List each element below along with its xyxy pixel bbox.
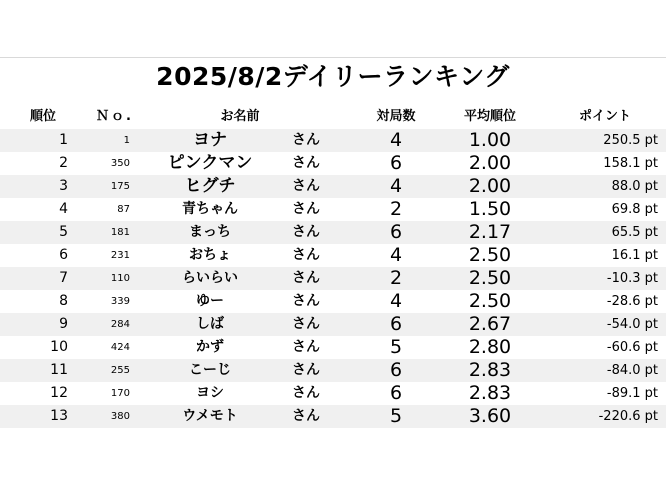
honorific-cell: さん bbox=[292, 408, 320, 424]
games-cell: 2 bbox=[389, 267, 403, 289]
average-rank-cell: 1.00 bbox=[468, 129, 512, 151]
average-rank-cell: 3.60 bbox=[468, 405, 512, 427]
player-name-cell: こーじ bbox=[189, 362, 231, 378]
header-rank: 順位 bbox=[30, 109, 57, 124]
player-name-cell: おちょ bbox=[189, 247, 231, 263]
rank-cell: 10 bbox=[50, 339, 68, 355]
table-row bbox=[0, 221, 666, 244]
points-cell: 69.8 pt bbox=[611, 202, 658, 217]
rank-cell: 8 bbox=[59, 293, 68, 309]
player-name-cell: ピンクマン bbox=[167, 153, 253, 173]
honorific-cell: さん bbox=[292, 178, 320, 194]
rank-cell: 9 bbox=[59, 316, 68, 332]
player-name-cell: ゆー bbox=[196, 293, 224, 309]
member-no-cell: 1 bbox=[123, 135, 130, 146]
header-games: 対局数 bbox=[376, 109, 416, 124]
player-name-cell: かず bbox=[196, 339, 224, 355]
player-name-cell: ヨナ bbox=[193, 130, 227, 150]
honorific-cell: さん bbox=[292, 362, 320, 378]
player-name-cell: らいらい bbox=[182, 270, 238, 286]
member-no-cell: 110 bbox=[110, 273, 130, 284]
average-rank-cell: 2.00 bbox=[468, 152, 512, 174]
games-cell: 6 bbox=[389, 359, 403, 381]
table-header bbox=[0, 105, 666, 128]
rank-cell: 1 bbox=[59, 132, 68, 148]
player-name-cell: しば bbox=[196, 316, 224, 332]
games-cell: 4 bbox=[389, 244, 403, 266]
header-points: ポイント bbox=[578, 109, 631, 124]
games-cell: 6 bbox=[389, 313, 403, 335]
honorific-cell: さん bbox=[292, 247, 320, 263]
table-row bbox=[0, 336, 666, 359]
points-cell: -89.1 pt bbox=[606, 386, 658, 401]
games-cell: 5 bbox=[389, 336, 403, 358]
member-no-cell: 424 bbox=[110, 342, 130, 353]
member-no-cell: 380 bbox=[110, 411, 130, 422]
rank-cell: 6 bbox=[59, 247, 68, 263]
rank-cell: 3 bbox=[59, 178, 68, 194]
table-row bbox=[0, 313, 666, 336]
honorific-cell: さん bbox=[292, 316, 320, 332]
member-no-cell: 170 bbox=[110, 388, 130, 399]
player-name-cell: ヨシ bbox=[196, 385, 224, 401]
average-rank-cell: 2.83 bbox=[468, 359, 512, 381]
member-no-cell: 175 bbox=[110, 181, 130, 192]
average-rank-cell: 2.80 bbox=[468, 336, 512, 358]
average-rank-cell: 1.50 bbox=[468, 198, 512, 220]
member-no-cell: 87 bbox=[117, 204, 130, 215]
rank-cell: 13 bbox=[50, 408, 68, 424]
table-row bbox=[0, 129, 666, 152]
player-name-cell: まっち bbox=[189, 224, 231, 240]
games-cell: 5 bbox=[389, 405, 403, 427]
points-cell: 88.0 pt bbox=[611, 179, 658, 194]
honorific-cell: さん bbox=[292, 270, 320, 286]
average-rank-cell: 2.67 bbox=[468, 313, 512, 335]
games-cell: 2 bbox=[389, 198, 403, 220]
games-cell: 4 bbox=[389, 129, 403, 151]
honorific-cell: さん bbox=[292, 293, 320, 309]
honorific-cell: さん bbox=[292, 155, 320, 171]
honorific-cell: さん bbox=[292, 224, 320, 240]
header-name: お名前 bbox=[220, 109, 260, 124]
rank-cell: 11 bbox=[50, 362, 68, 378]
points-cell: 65.5 pt bbox=[611, 225, 658, 240]
average-rank-cell: 2.50 bbox=[468, 244, 512, 266]
rank-cell: 7 bbox=[59, 270, 68, 286]
honorific-cell: さん bbox=[292, 339, 320, 355]
member-no-cell: 255 bbox=[110, 365, 130, 376]
player-name-cell: 青ちゃん bbox=[182, 201, 238, 217]
ranking-title: 2025/8/2デイリーランキング bbox=[156, 62, 510, 91]
average-rank-cell: 2.50 bbox=[468, 267, 512, 289]
sheet-border bbox=[0, 57, 666, 58]
points-cell: -28.6 pt bbox=[606, 294, 658, 309]
rank-cell: 12 bbox=[50, 385, 68, 401]
member-no-cell: 350 bbox=[110, 158, 130, 169]
points-cell: 250.5 pt bbox=[603, 133, 658, 148]
table-row bbox=[0, 290, 666, 313]
rank-cell: 2 bbox=[59, 155, 68, 171]
points-cell: -60.6 pt bbox=[606, 340, 658, 355]
average-rank-cell: 2.50 bbox=[468, 290, 512, 312]
average-rank-cell: 2.00 bbox=[468, 175, 512, 197]
player-name-cell: ウメモト bbox=[182, 408, 238, 424]
table-row bbox=[0, 382, 666, 405]
games-cell: 4 bbox=[389, 290, 403, 312]
header-average-rank: 平均順位 bbox=[463, 109, 516, 124]
header-no: Ｎｏ. bbox=[96, 109, 133, 124]
honorific-cell: さん bbox=[292, 201, 320, 217]
games-cell: 6 bbox=[389, 152, 403, 174]
table-row bbox=[0, 359, 666, 382]
member-no-cell: 181 bbox=[110, 227, 130, 238]
rank-cell: 5 bbox=[59, 224, 68, 240]
points-cell: 16.1 pt bbox=[611, 248, 658, 263]
points-cell: -220.6 pt bbox=[598, 409, 658, 424]
table-row bbox=[0, 267, 666, 290]
honorific-cell: さん bbox=[292, 385, 320, 401]
games-cell: 6 bbox=[389, 221, 403, 243]
table-row bbox=[0, 244, 666, 267]
member-no-cell: 339 bbox=[110, 296, 130, 307]
table-row bbox=[0, 405, 666, 428]
points-cell: -84.0 pt bbox=[606, 363, 658, 378]
games-cell: 4 bbox=[389, 175, 403, 197]
member-no-cell: 231 bbox=[110, 250, 130, 261]
table-row bbox=[0, 198, 666, 221]
player-name-cell: ヒグチ bbox=[184, 176, 236, 196]
rank-cell: 4 bbox=[59, 201, 68, 217]
table-row bbox=[0, 152, 666, 175]
honorific-cell: さん bbox=[292, 132, 320, 148]
average-rank-cell: 2.17 bbox=[468, 221, 512, 243]
points-cell: 158.1 pt bbox=[603, 156, 658, 171]
points-cell: -54.0 pt bbox=[606, 317, 658, 332]
table-row bbox=[0, 175, 666, 198]
games-cell: 6 bbox=[389, 382, 403, 404]
member-no-cell: 284 bbox=[110, 319, 130, 330]
average-rank-cell: 2.83 bbox=[468, 382, 512, 404]
points-cell: -10.3 pt bbox=[606, 271, 658, 286]
